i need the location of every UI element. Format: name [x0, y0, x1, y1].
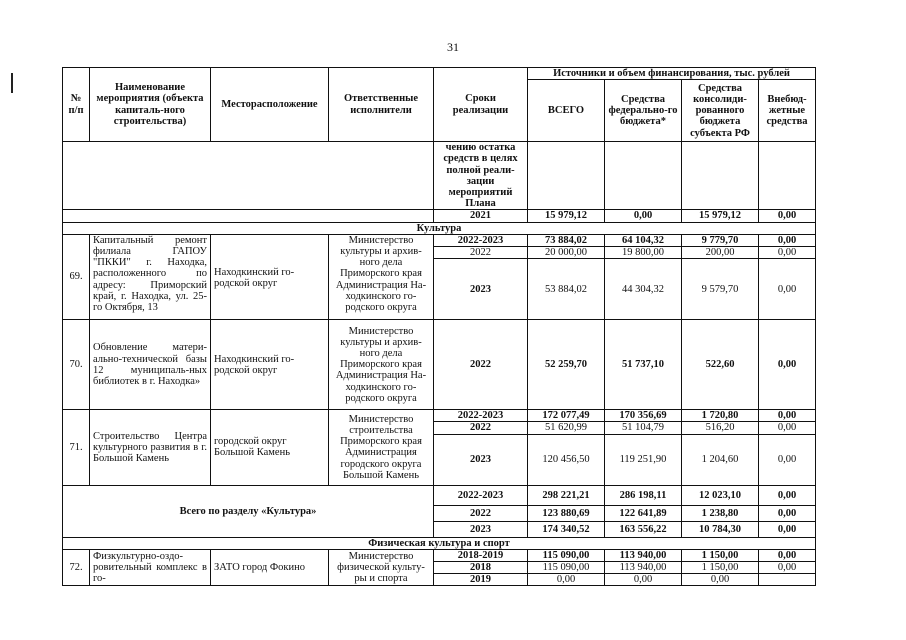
year-cell: 2018: [434, 562, 528, 574]
year-cell: 2022-2023: [434, 234, 528, 246]
year-cell: 2019: [434, 574, 528, 586]
header-extra: Внебюд-жетные средства: [759, 80, 816, 142]
section-title: Культура: [63, 222, 816, 234]
federal-cell: 51 737,10: [605, 320, 682, 410]
consolidated-cell: 200,00: [682, 247, 759, 259]
row-number: 72.: [63, 549, 90, 586]
financing-table: [62, 67, 816, 586]
location: Находкинский го-родской округ: [211, 320, 329, 410]
section-total-label: Всего по разделу «Культура»: [63, 485, 434, 537]
table-row: [63, 549, 816, 561]
consolidated-cell: 1 150,00: [682, 562, 759, 574]
extra-cell: 0,00: [759, 210, 816, 222]
federal-cell: 0,00: [605, 210, 682, 222]
section-culture: [63, 222, 816, 234]
margin-mark: [11, 73, 13, 93]
header-terms: Сроки реализации: [434, 68, 528, 142]
table-row: [63, 320, 816, 410]
federal-cell: 64 104,32: [605, 234, 682, 246]
consolidated-cell: 1 238,80: [682, 505, 759, 521]
consolidated-cell: 9 579,70: [682, 259, 759, 320]
table-row: [63, 234, 816, 246]
year-cell: 2022-2023: [434, 410, 528, 422]
consolidated-cell: 9 779,70: [682, 234, 759, 246]
total-cell: 52 259,70: [528, 320, 605, 410]
continuation-term: чению остатка средств в целях полной реали-зации мероприятий Плана: [434, 142, 528, 210]
header-sources: Источники и объем финансирования, тыс. рублей: [528, 68, 816, 80]
extra-cell: 0,00: [759, 247, 816, 259]
header-row: [63, 68, 816, 80]
year-cell: 2022: [434, 505, 528, 521]
total-cell: 73 884,02: [528, 234, 605, 246]
measure-name: Обновление матери-ально-технической базы 12 муниципаль-ных библиотек в г. Находка»: [90, 320, 211, 410]
continuation-year-row: [63, 210, 816, 222]
location: Находкинский го-родской округ: [211, 234, 329, 319]
consolidated-cell: 0,00: [682, 574, 759, 586]
total-cell: 123 880,69: [528, 505, 605, 521]
federal-cell: 113 940,00: [605, 562, 682, 574]
year-cell: 2022: [434, 422, 528, 434]
extra-cell: 0,00: [759, 521, 816, 537]
federal-cell: 119 251,90: [605, 434, 682, 485]
federal-cell: 51 104,79: [605, 422, 682, 434]
consolidated-cell: 1 150,00: [682, 549, 759, 561]
page-number: 31: [447, 40, 459, 54]
row-number: 69.: [63, 234, 90, 319]
consolidated-cell: 1 720,80: [682, 410, 759, 422]
federal-cell: 170 356,69: [605, 410, 682, 422]
executors: Министерство культуры и архив-ного дела Приморского края Администрация На-ходкинского го-родского округа: [329, 234, 434, 319]
extra-cell: 0,00: [759, 320, 816, 410]
executors: Министерство строительства Приморского края Администрация городского округа Большой Камень: [329, 410, 434, 485]
extra-cell: 0,00: [759, 562, 816, 574]
federal-cell: 113 940,00: [605, 549, 682, 561]
measure-name: Физкультурно-оздо-ровительный комплекс в го-: [90, 549, 211, 586]
total-cell: 53 884,02: [528, 259, 605, 320]
header-num: № п/п: [63, 68, 90, 142]
header-consolidated: Средства консолиди-рованного бюджета субъекта РФ: [682, 80, 759, 142]
consolidated-cell: 10 784,30: [682, 521, 759, 537]
total-cell: 20 000,00: [528, 247, 605, 259]
year-cell: 2022: [434, 247, 528, 259]
year-cell: 2022: [434, 320, 528, 410]
year-cell: 2021: [434, 210, 528, 222]
section-title: Физическая культура и спорт: [63, 537, 816, 549]
year-cell: 2023: [434, 521, 528, 537]
continuation-blank: [63, 142, 434, 210]
extra-cell: 0,00: [759, 410, 816, 422]
extra-cell: 0,00: [759, 485, 816, 505]
consolidated-cell: 15 979,12: [682, 210, 759, 222]
header-location: Месторасположение: [211, 68, 329, 142]
header-total: ВСЕГО: [528, 80, 605, 142]
measure-name: Капитальный ремонт филиала ГАПОУ "ПККИ" г. Находка, расположенного по адресу: Приморский край, г. Находка, ул. 25-го Октября, 13: [90, 234, 211, 319]
federal-cell: 163 556,22: [605, 521, 682, 537]
total-cell: 15 979,12: [528, 210, 605, 222]
header-name: Наименование мероприятия (объекта капиталь-ного строительства): [90, 68, 211, 142]
consolidated-cell: 1 204,60: [682, 434, 759, 485]
extra-cell: 0,00: [759, 434, 816, 485]
federal-cell: 286 198,11: [605, 485, 682, 505]
header-executors: Ответственные исполнители: [329, 68, 434, 142]
year-cell: 2023: [434, 259, 528, 320]
total-cell: 51 620,99: [528, 422, 605, 434]
row-number: 71.: [63, 410, 90, 485]
extra-cell: 0,00: [759, 422, 816, 434]
year-cell: 2018-2019: [434, 549, 528, 561]
total-row: [63, 485, 816, 505]
total-cell: 115 090,00: [528, 549, 605, 561]
continuation-row: [63, 142, 816, 210]
extra-cell: 0,00: [759, 549, 816, 561]
total-cell: 115 090,00: [528, 562, 605, 574]
consolidated-cell: 12 023,10: [682, 485, 759, 505]
total-cell: 172 077,49: [528, 410, 605, 422]
location: ЗАТО город Фокино: [211, 549, 329, 586]
row-number: 70.: [63, 320, 90, 410]
total-cell: 174 340,52: [528, 521, 605, 537]
location: городской округ Большой Камень: [211, 410, 329, 485]
consolidated-cell: 522,60: [682, 320, 759, 410]
total-cell: 120 456,50: [528, 434, 605, 485]
total-cell: 0,00: [528, 574, 605, 586]
year-cell: 2023: [434, 434, 528, 485]
extra-cell: 0,00: [759, 259, 816, 320]
federal-cell: 0,00: [605, 574, 682, 586]
table-row: [63, 410, 816, 422]
total-cell: 298 221,21: [528, 485, 605, 505]
consolidated-cell: 516,20: [682, 422, 759, 434]
extra-cell: [759, 574, 816, 586]
federal-cell: 122 641,89: [605, 505, 682, 521]
executors: Министерство физической культу-ры и спорта: [329, 549, 434, 586]
header-federal: Средства федерально-го бюджета*: [605, 80, 682, 142]
executors: Министерство культуры и архив-ного дела Приморского края Администрация На-ходкинского го-родского округа: [329, 320, 434, 410]
year-cell: 2022-2023: [434, 485, 528, 505]
extra-cell: 0,00: [759, 234, 816, 246]
measure-name: Строительство Центра культурного развития в г. Большой Камень: [90, 410, 211, 485]
federal-cell: 44 304,32: [605, 259, 682, 320]
extra-cell: 0,00: [759, 505, 816, 521]
federal-cell: 19 800,00: [605, 247, 682, 259]
section-sport: [63, 537, 816, 549]
